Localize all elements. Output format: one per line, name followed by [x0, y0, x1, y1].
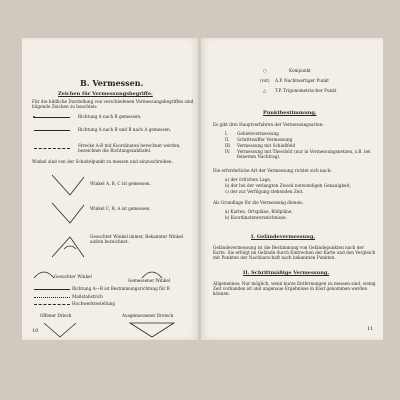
bottom-item-3: Hochwerktestellung: [72, 301, 116, 306]
method-text-4: Vermessung mit Theodolit (nur in Vermessungsnetzen, z.B. bei feinerem Nachtrag).: [237, 149, 371, 159]
scale-line: [34, 297, 70, 298]
page-number-left: 10: [32, 328, 39, 334]
symbol-3-text: Strecke A-B mit Koordinaten berechnet werden, bezeichnet die Richtungszahltafel.: [78, 143, 181, 153]
page-title: B. Vermessen.: [80, 78, 144, 88]
legend-symbol-2: (vst): [260, 78, 270, 83]
intro-text: Für die bildliche Darstellung von verschiedenen Vermessungsbegriffen sind folgende Zeichen zu beachten:: [32, 99, 194, 109]
angle-item-2: Winkel C, B, A ist gemessen.: [90, 206, 151, 211]
bottom-item-2: Maßstabstrich: [72, 294, 103, 299]
angle-item-3: Gesuchter Winkel immer, Bekannter Winkel außen bezeichnet.: [90, 234, 184, 244]
triangle-label-closed: Ausgemessener Dreieck: [122, 313, 174, 318]
left-page: [22, 38, 198, 340]
method-text-3: Vermessung mit Schießfeld: [237, 143, 296, 148]
choice-item-c: c) der zur Verfügung stehenden Zeit.: [225, 189, 304, 194]
direction-line-3: [34, 148, 70, 149]
angle-intro-text: Winkel sind von der Scheitelpunkt zu messen und einzuschreiben.: [32, 159, 173, 164]
method-text-2: Schritteziffer Vermessung: [237, 137, 293, 142]
legend-symbol-3: △: [263, 88, 267, 93]
angle-figures-icon: [50, 171, 86, 263]
choice-item-a: a) der örtlichen Lage,: [225, 177, 272, 182]
method-num-3: III.: [225, 143, 232, 148]
basis-item-b: b) Koordinatenverzeichnisse.: [225, 215, 287, 220]
point-a-marker: [33, 116, 35, 118]
triangle-label-open: Offener Drieck: [40, 313, 72, 318]
bottom-item-1: Richtung A—B ist Bestimmungsrichtung für B: [72, 286, 170, 291]
height-line: [34, 304, 70, 305]
section-2-heading: I. Geländevermessung.: [251, 234, 316, 240]
method-num-4: IV.: [225, 149, 231, 154]
choice-item-b: b) der bei der verlangten Zweck notwendigen Genauigkeit,: [225, 183, 351, 188]
page-number-right: 11: [367, 326, 374, 332]
direction-line-2: [34, 130, 70, 131]
symbol-2-text: Richtung A nach B und B nach A gemessen.: [78, 127, 172, 132]
legend-text-3: T.P. Trigonometrischer Punkt: [275, 88, 337, 93]
basis-intro: Als Grundlage für die Vermessung dienen:: [213, 200, 304, 205]
method-num-2: II.: [225, 137, 230, 142]
section-3-heading: II. Schrittmäßige Vermessung.: [243, 270, 330, 276]
section-2-text: Geländevermessung ist die Bestimmung von Geländepunkten nach der Karte. Sie erfolgt im Gelände durch Eintrechen der Karte und den Vergleich mit Punkten der Nachbarschaft nach bekannten Punkten.: [213, 245, 376, 260]
symbol-1-text: Richtung A nach B gemessen.: [78, 114, 142, 119]
bestimmung-line: [34, 289, 70, 290]
section-heading: Zeichen für Vermessungsbegriffe.: [58, 91, 153, 97]
angle-item-1: Winkel A, B, C ist gemessen.: [90, 181, 151, 186]
choice-intro: Die erforderliche Art der Vermessung richtet sich nach:: [213, 168, 332, 173]
basis-item-a: a) Karten, Ortspläne, Bildpläne,: [225, 209, 293, 214]
section-3-text: Allgemeines: Nur möglich, wenn kurze Entfernungen zu messen sind, wenig Zeit vorhanden ist und ungenaue Ergebnisse in Kauf genommen werden können.: [213, 281, 376, 296]
legend-text-2: A.P. Nachtwertiger Punkt: [275, 78, 329, 83]
arc-label-measured: Gemessener Winkel: [128, 278, 171, 283]
right-page: [201, 38, 383, 340]
section-1-intro: Es gibt drei Hauptverfahren der Vermessungsarten:: [213, 122, 324, 127]
section-1-heading: Punktbestimmung.: [263, 110, 317, 116]
legend-symbol-1: ○: [263, 68, 267, 73]
direction-line-1: [34, 117, 70, 118]
method-num-1: I.: [225, 131, 228, 136]
triangle-figures-icon: [40, 321, 190, 341]
legend-text-1: Kompunkt: [289, 68, 311, 73]
method-text-1: Gebietsvermessung: [237, 131, 279, 136]
arc-label-searched: Gesuchter Winkel: [54, 274, 92, 279]
